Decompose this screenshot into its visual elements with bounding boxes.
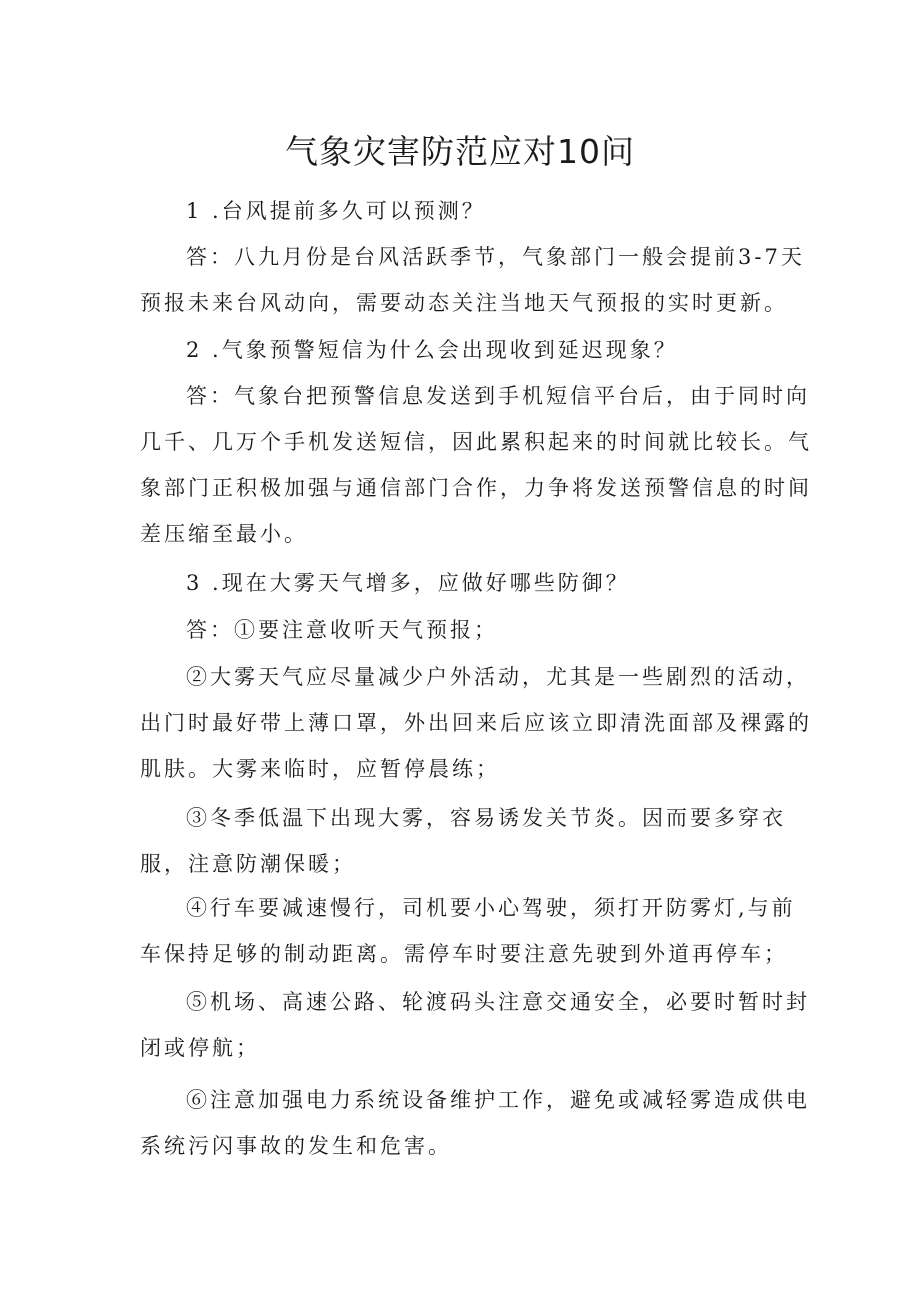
answer-3-item-2: ②大雾天气应尽量减少户外活动，尤其是一些剧烈的活动，出门时最好带上薄口罩，外出回来后应该立即清洗面部及裸露的肌肤。大雾来临时，应暂停晨练；: [140, 665, 812, 781]
document-title: 气象灾害防范应对10问: [285, 132, 635, 171]
answer-1: 答：八九月份是台风活跃季节，气象部门一般会提前3-7天预报未来台风动向，需要动态关注当地天气预报的实时更新。: [140, 245, 805, 315]
answer-3-item-6: ⑥注意加强电力系统设备维护工作，避免或减轻雾造成供电系统污闪事故的发生和危害。: [140, 1088, 810, 1158]
question-1: 1 .台风提前多久可以预测？: [186, 199, 486, 223]
answer-3-item-1: 答：①要注意收听天气预报；: [186, 618, 498, 642]
answer-3-item-3: ③冬季低温下出现大雾，容易诱发关节炎。因而要多穿衣服，注意防潮保暖；: [140, 806, 786, 876]
question-3: 3 .现在大雾天气增多，应做好哪些防御？: [186, 571, 630, 595]
answer-3-item-4: ④行车要减速慢行，司机要小心驾驶，须打开防雾灯,与前车保持足够的制动距离。需停车时要注意先驶到外道再停车；: [140, 896, 796, 966]
answer-2: 答：气象台把预警信息发送到手机短信平台后，由于同时向几千、几万个手机发送短信，因此累积起来的时间就比较长。气象部门正积极加强与通信部门合作，力争将发送预警信息的时间差压缩至最小。: [140, 384, 812, 546]
question-2: 2 .气象预警短信为什么会出现收到延迟现象？: [186, 338, 678, 362]
answer-3-item-5: ⑤机场、高速公路、轮渡码头注意交通安全，必要时暂时封闭或停航；: [140, 990, 810, 1060]
